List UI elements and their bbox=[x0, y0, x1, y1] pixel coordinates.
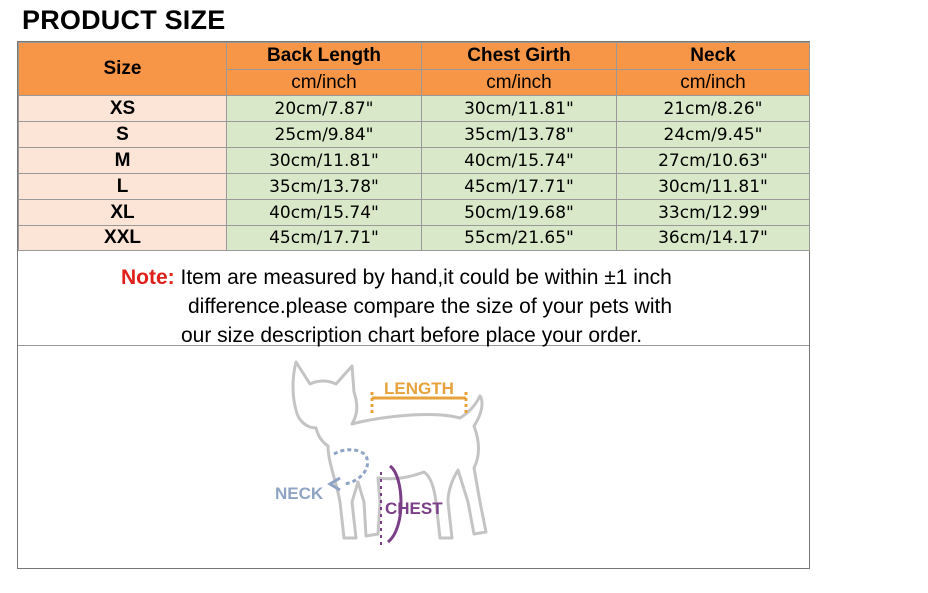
column-unit-chest-girth: cm/inch bbox=[422, 70, 617, 96]
dog-measurement-diagram bbox=[248, 352, 548, 562]
note-line-2: difference.please compare the size of your pets with bbox=[188, 295, 673, 318]
note-label: Note: bbox=[121, 266, 175, 289]
back-length-value: 20cm/7.87" bbox=[227, 96, 422, 122]
note-line-1 bbox=[121, 263, 672, 292]
chest-girth-value: 35cm/13.78" bbox=[422, 122, 617, 148]
size-label: XXL bbox=[19, 226, 227, 251]
size-table bbox=[18, 42, 810, 251]
table-row bbox=[19, 148, 810, 174]
table-row bbox=[19, 200, 810, 226]
size-label: XL bbox=[19, 200, 227, 226]
size-label: M bbox=[19, 148, 227, 174]
chest-girth-value: 55cm/21.65" bbox=[422, 226, 617, 251]
measurement-note bbox=[18, 250, 809, 346]
neck-value: 21cm/8.26" bbox=[617, 96, 810, 122]
neck-value: 27cm/10.63" bbox=[617, 148, 810, 174]
back-length-value: 30cm/11.81" bbox=[227, 148, 422, 174]
neck-value: 33cm/12.99" bbox=[617, 200, 810, 226]
size-label: XS bbox=[19, 96, 227, 122]
table-row bbox=[19, 226, 810, 251]
length-label: LENGTH bbox=[384, 379, 454, 398]
note-text-1: Item are measured by hand,it could be within ±1 inch bbox=[174, 266, 672, 289]
size-chart-frame bbox=[17, 41, 810, 569]
note-line-3: our size description chart before place your order. bbox=[181, 324, 643, 347]
neck-value: 36cm/14.17" bbox=[617, 226, 810, 251]
size-label: S bbox=[19, 122, 227, 148]
column-unit-back-length: cm/inch bbox=[227, 70, 422, 96]
table-row bbox=[19, 122, 810, 148]
chest-girth-value: 45cm/17.71" bbox=[422, 174, 617, 200]
page-title: PRODUCT SIZE bbox=[22, 5, 226, 35]
back-length-value: 35cm/13.78" bbox=[227, 174, 422, 200]
chest-label: CHEST bbox=[385, 499, 443, 518]
table-row bbox=[19, 174, 810, 200]
table-row bbox=[19, 96, 810, 122]
back-length-value: 40cm/15.74" bbox=[227, 200, 422, 226]
column-header-back-length: Back Length bbox=[227, 43, 422, 70]
neck-value: 24cm/9.45" bbox=[617, 122, 810, 148]
neck-value: 30cm/11.81" bbox=[617, 174, 810, 200]
size-column-header: Size bbox=[19, 43, 227, 96]
back-length-value: 45cm/17.71" bbox=[227, 226, 422, 251]
chest-girth-value: 30cm/11.81" bbox=[422, 96, 617, 122]
column-unit-neck: cm/inch bbox=[617, 70, 810, 96]
back-length-value: 25cm/9.84" bbox=[227, 122, 422, 148]
size-label: L bbox=[19, 174, 227, 200]
neck-label: NECK bbox=[275, 484, 324, 503]
column-header-neck: Neck bbox=[617, 43, 810, 70]
chest-girth-value: 40cm/15.74" bbox=[422, 148, 617, 174]
column-header-chest-girth: Chest Girth bbox=[422, 43, 617, 70]
chest-girth-value: 50cm/19.68" bbox=[422, 200, 617, 226]
